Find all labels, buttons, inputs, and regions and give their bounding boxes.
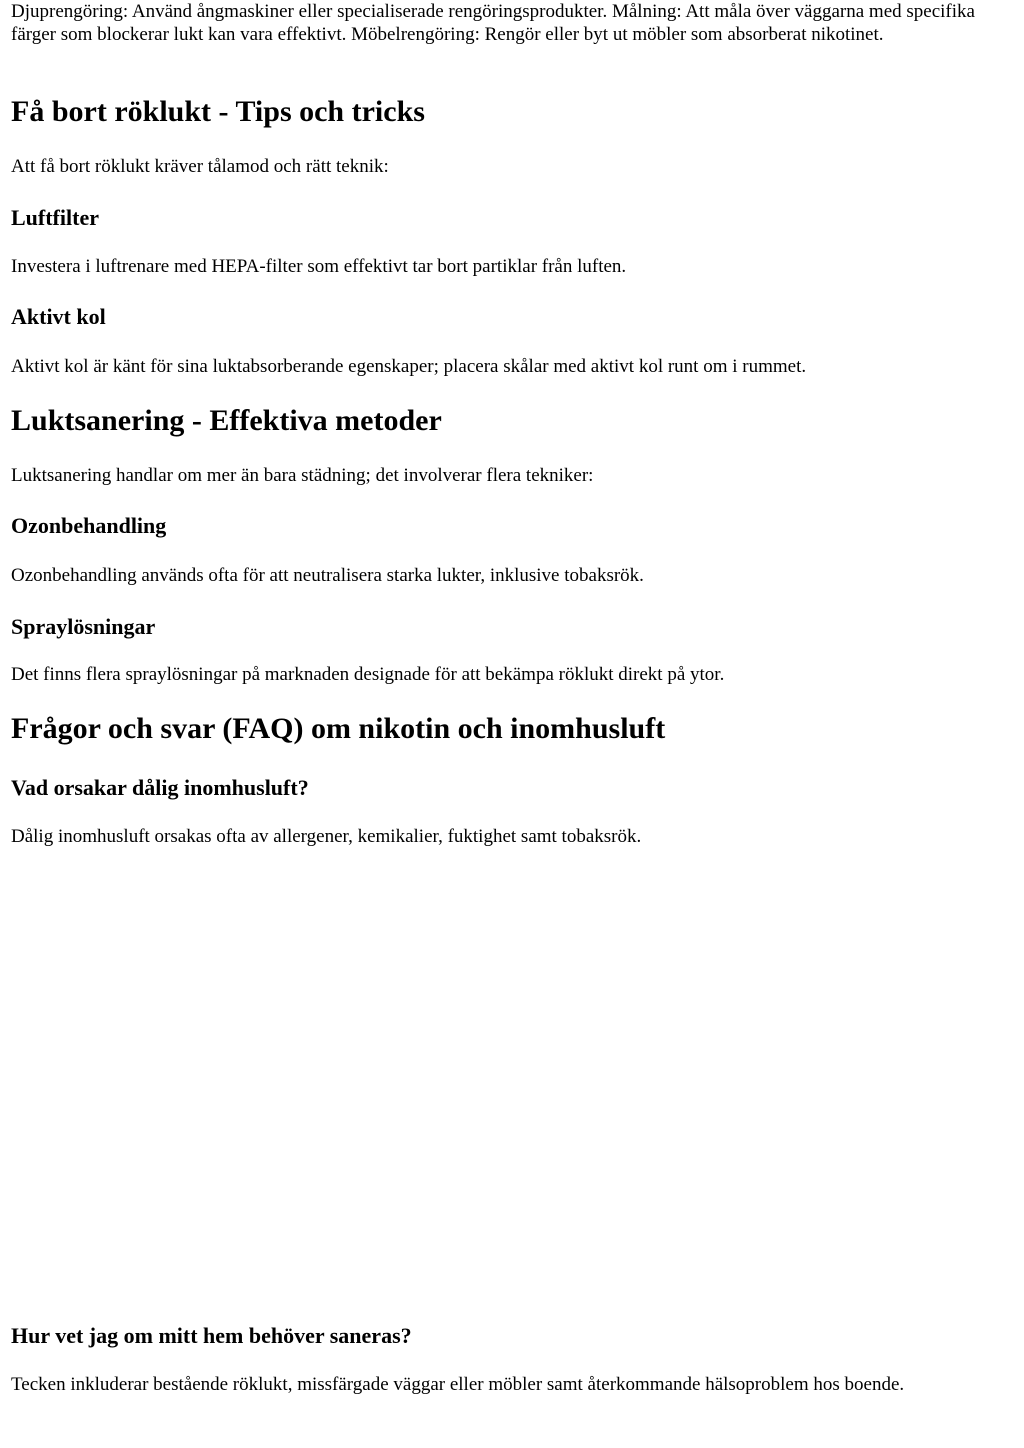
intro-paragraph: Djuprengöring: Använd ångmaskiner eller specialiserade rengöringsprodukter. Målning: Att måla över väggarna med specifika färger som blockerar lukt kan vara effektivt. Möbelrengöring: Rengör eller byt ut möbler som absorberat nikotinet. — [11, 1, 975, 45]
section-heading-faq: Frågor och svar (FAQ) om nikotin och inomhusluft — [11, 712, 666, 745]
subheading-activated-carbon: Aktivt kol — [11, 304, 106, 329]
section-heading-smoke: Få bort röklukt - Tips och tricks — [11, 95, 425, 128]
paragraph-ozone: Ozonbehandling används ofta för att neutralisera starka lukter, inklusive tobaksrök. — [11, 565, 644, 586]
paragraph-activated-carbon: Aktivt kol är känt för sina luktabsorberande egenskaper; placera skålar med aktivt kol runt om i rummet. — [11, 356, 807, 377]
paragraph-air-filter: Investera i luftrenare med HEPA-filter som effektivt tar bort partiklar från luften. — [11, 256, 627, 277]
subheading-air-filter: Luftfilter — [11, 205, 99, 230]
faq-answer: Tecken inkluderar bestående röklukt, missfärgade väggar eller möbler samt återkommande hälsoproblem hos boende. — [11, 1374, 905, 1395]
section-intro-smoke: Att få bort röklukt kräver tålamod och rätt teknik: — [11, 156, 389, 177]
subheading-spray: Spraylösningar — [11, 614, 156, 639]
faq-question: Hur vet jag om mitt hem behöver saneras? — [11, 1323, 412, 1348]
section-intro-sanitation: Luktsanering handlar om mer än bara städning; det involverar flera tekniker: — [11, 465, 594, 486]
faq-question: Vad orsakar dålig inomhusluft? — [11, 775, 309, 800]
paragraph-spray: Det finns flera spraylösningar på marknaden designade för att bekämpa röklukt direkt på ytor. — [11, 664, 725, 685]
section-heading-sanitation: Luktsanering - Effektiva metoder — [11, 404, 442, 437]
faq-answer: Dålig inomhusluft orsakas ofta av allergener, kemikalier, fuktighet samt tobaksrök. — [11, 826, 642, 847]
subheading-ozone: Ozonbehandling — [11, 513, 167, 538]
